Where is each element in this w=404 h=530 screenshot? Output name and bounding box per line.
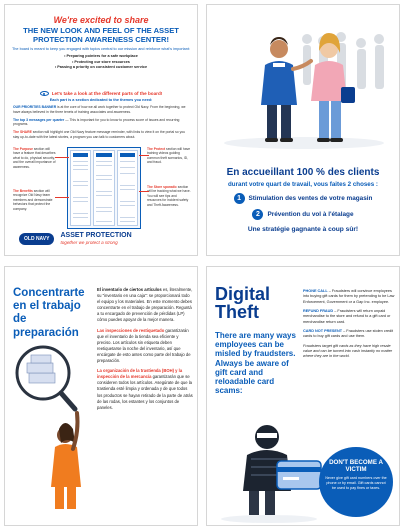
list-item	[303, 329, 395, 340]
store-scene-illustration	[207, 5, 400, 155]
panel-title	[11, 27, 191, 44]
callout-title: DON'T BECOME A VICTIM	[329, 459, 383, 474]
item-text: – Fraudsters use stolen credit cards to buy gift cards and use them.	[303, 328, 394, 339]
pointer-line	[139, 155, 149, 156]
panel-subtitle: durant votre quart de travail, vous faites 2 choses :	[228, 181, 378, 188]
inventory-prep-panel	[4, 266, 198, 526]
paragraph-label: OUR PRIORITIES BANNER	[13, 105, 57, 109]
item-label: PHONE CALL	[303, 289, 328, 293]
number-badge: 1	[234, 193, 245, 204]
note-purpose	[13, 147, 57, 169]
paragraph-lead: El inventario de ciertos artículos	[97, 287, 162, 292]
panel-title: En accueillant 100 % des clients	[226, 167, 380, 178]
callout-body: Never give gift card numbers over the phone or by email. Gift cards cannot be used to pay fines or taxes.	[325, 476, 387, 491]
list-item: • Passing a priority on consistent customer service	[54, 65, 148, 70]
greeting-message	[213, 167, 393, 233]
note-text: section will have a feature that describes what to do, physical security, and the overall importance of awareness.	[13, 147, 56, 169]
digital-theft-panel	[206, 266, 400, 526]
item-text: – Fraudsters will return unpaid merchandise to the store and refund to a gift card or merchandise return card.	[303, 308, 391, 324]
magnifier-illustration	[9, 343, 95, 513]
note-benefits	[13, 189, 57, 211]
customer-greeting-panel	[206, 4, 400, 256]
priorities-paragraph	[13, 105, 189, 115]
board-column	[117, 150, 138, 226]
note-label: The Benefits	[13, 189, 33, 193]
intro-text: The board is meant to keep you engaged with topics central to our mission and reinforce what's important:	[11, 47, 190, 52]
paragraph-lead: Las inspecciones de restiquetado	[97, 327, 165, 333]
share-paragraph	[13, 130, 189, 140]
title-line-1: THE NEW LOOK AND FEEL OF THE ASSET	[23, 26, 179, 35]
panel-title: Concentrarte en el trabajo de preparación	[13, 287, 85, 339]
board-parts-section	[13, 91, 189, 140]
note-text: Fraudsters target gift cards as they have high resale value and can be turned into cash instantly no matter where they are in the world.	[303, 343, 393, 359]
lead-text: There are many ways employees can be misled by fraudsters. Always be aware of gift card and reloadable card scams:	[215, 331, 296, 396]
article-body	[97, 287, 193, 415]
list-item	[303, 289, 395, 305]
item-label: CARD NOT PRESENT	[303, 328, 343, 333]
footer-title: ASSET PROTECTION	[60, 232, 132, 240]
note-text: section will recognize Old Navy team members and demonstrate behaviors that protect the company.	[13, 189, 53, 211]
note-text: section will be tracking what we have. You will see tips and resources for incident safety and Theft Awareness.	[147, 185, 191, 207]
list-item: • Preparing pointers for a safe workplace	[64, 54, 138, 59]
pointer-line	[55, 197, 69, 198]
paragraph-lead: La organización de la trastienda (BOH) y la inspección de la mercancía	[97, 368, 183, 380]
title-line-1: Digital	[215, 284, 271, 304]
paragraph	[97, 328, 193, 365]
eye-icon	[40, 91, 49, 96]
paragraph-label: The SHARE	[13, 130, 32, 135]
paragraph-text: section will highlight one Old Navy feature message reminder, with links to view it on the portal so you stay up-to-date with the latest stories, a program you can talk to customers about.	[13, 130, 186, 139]
note-protect	[147, 147, 191, 165]
kicker-text: We're excited to share	[53, 15, 149, 25]
note-text: section will have training videos guiding common theft scenarios, ID, and fraud.	[147, 147, 191, 165]
paragraph-text: — This is important for you to know to process score of issues and recurring programs.	[13, 117, 180, 127]
brand-logo: OLD NAVY	[19, 233, 54, 245]
stacked-boxes	[27, 355, 55, 383]
paragraph	[97, 368, 193, 411]
messages-paragraph	[13, 118, 189, 128]
paragraph-text: garantizarán que se consideren todos los artículos. Asegúrate de que la trastienda esté limpia y ordenada y de que todos los productos se hayan retirado de la parte de atrás de las rodas, los estantes y los conjuntos de paneles.	[97, 374, 193, 410]
title-line-2: PROTECTION AWARENESS CENTER!	[33, 34, 169, 44]
note-label: The Store sporadic	[147, 185, 177, 189]
warning-callout	[319, 447, 393, 517]
pointer-line	[55, 157, 69, 158]
section-lead-text: Let's take a look at the different parts of the board!	[51, 91, 163, 96]
paragraph-text: es, literalmente, su "inventario en una caja": se proporcionará todo el equipo y los materiales. En este momento debes concentrarte en el trabajo de preparación. Reguntá a tu encargado de prevención de pérdidas (LP) cómo puedes apoyar de la mejor manera.	[97, 287, 193, 323]
paragraph-label: The top 3 messages per quarter	[13, 117, 65, 122]
pointer-line	[139, 191, 149, 192]
paragraph	[97, 287, 193, 324]
list-item	[213, 193, 393, 204]
mission-list	[11, 54, 191, 71]
awareness-center-panel	[4, 4, 198, 256]
footer-tagline: together we protect a strong	[60, 239, 118, 245]
note-label: The Purpose	[13, 147, 33, 151]
brand-footer	[19, 232, 187, 245]
scam-list	[303, 289, 395, 363]
list-item-label: Stimulation des ventes de votre magasin	[248, 195, 373, 202]
list-item: • Protecting our store resources	[72, 59, 130, 64]
note-store	[147, 185, 191, 207]
section-lead	[13, 91, 189, 96]
item-text: – Fraudsters will convince employees into buying gift cards for them by pretending to be Law Enforcement, Government or a Gap Inc. employee.	[303, 289, 395, 304]
panel-header	[11, 15, 191, 71]
section-subtitle: Each part is a section dedicated to the themes you need:	[49, 98, 153, 102]
list-item	[213, 209, 393, 220]
board-mockup	[67, 147, 141, 229]
paragraph-text: is at the core of how we all work together to protect Old Navy. From the beginning, we have always believed in the three tenets of training associates and awareness.	[13, 105, 186, 114]
paragraph-text: garantizarán que el inventario de la tienda sea eficiente y preciso. Los artículos sin etiqueta deben reetiquetarse la noche del inventario, así que encárgate de esto antes como parte del trabajo de preparación.	[97, 327, 191, 364]
credit-card-icon	[277, 461, 321, 489]
board-diagram	[13, 147, 189, 229]
number-badge: 2	[252, 209, 263, 220]
item-label: REFUND FRAUD	[303, 308, 334, 313]
board-column	[70, 150, 91, 226]
list-item-label: Prévention du vol à l'étalage	[267, 211, 354, 218]
board-column	[93, 150, 114, 226]
list-item	[303, 309, 395, 325]
title-line-2: Theft	[215, 302, 259, 323]
panel-title	[215, 285, 270, 322]
note-label: The Protect	[147, 147, 166, 151]
footer-text	[60, 232, 131, 245]
tagline: Une stratégie gagnante à coup sûr!	[247, 226, 359, 233]
